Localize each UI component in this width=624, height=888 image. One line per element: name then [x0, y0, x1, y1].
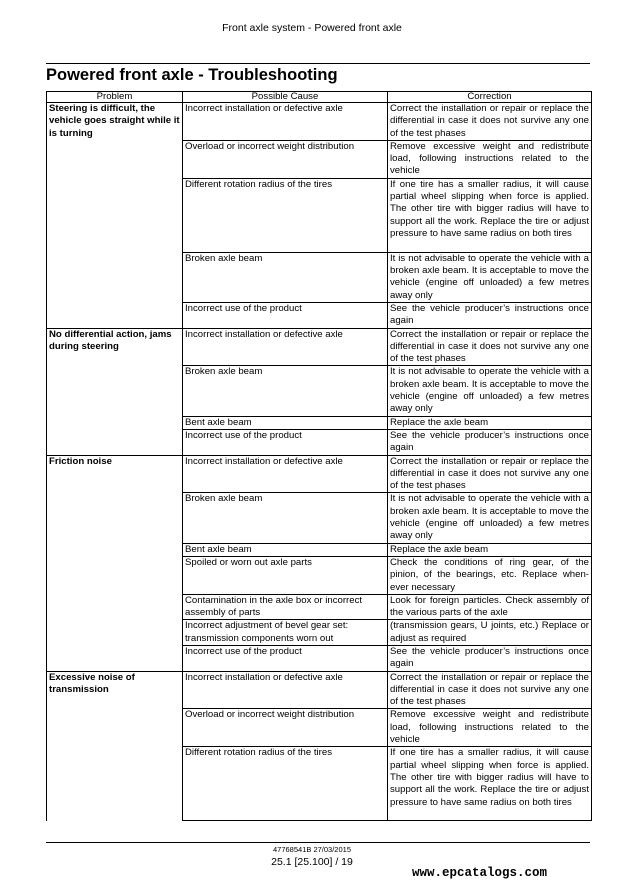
section-title: Powered front axle - Troubleshooting [46, 66, 338, 84]
cause-cell: Incorrect installation or defective axle [183, 328, 388, 366]
correction-cell: See the vehicle producer’s instructions once again [388, 429, 592, 455]
table-row [47, 556, 592, 594]
correction-cell: Look for foreign particles. Check assembly of the various parts of the axle [388, 594, 592, 620]
cause-cell: Overload or incorrect weight distribution [183, 709, 388, 747]
table-row [47, 645, 592, 671]
cause-cell: Bent axle beam [183, 416, 388, 429]
correction-cell: Remove excessive weight and redistribute load, following instructions related to the vehicle [388, 140, 592, 178]
problem-cell [47, 366, 183, 416]
correction-cell: Correct the installation or repair or replace the differential in case it does not survive any one of the test phases [388, 103, 592, 141]
table-row [47, 747, 592, 821]
cause-cell: Spoiled or worn out axle parts [183, 556, 388, 594]
table-row [47, 140, 592, 178]
troubleshooting-table [46, 91, 592, 821]
problem-cell [47, 429, 183, 455]
cause-cell: Incorrect use of the product [183, 645, 388, 671]
correction-cell: It is not advisable to operate the vehicle with a broken axle beam. It is acceptable to move the vehicle (engine off unloaded) a few metres away only [388, 366, 592, 416]
problem-cell [47, 709, 183, 747]
table-row [47, 620, 592, 646]
correction-cell: It is not advisable to operate the vehicle with a broken axle beam. It is acceptable to move the vehicle (engine off unloaded) a few metres away only [388, 252, 592, 302]
table-row [47, 103, 592, 141]
problem-cell: No differential action, jams during steering [47, 328, 183, 366]
cause-cell: Incorrect installation or defective axle [183, 455, 388, 493]
running-header: Front axle system - Powered front axle [222, 22, 402, 34]
footer-doc-ref: 47768541B 27/03/2015 [273, 845, 351, 854]
cause-cell: Broken axle beam [183, 252, 388, 302]
problem-cell [47, 416, 183, 429]
table-row [47, 416, 592, 429]
problem-cell [47, 252, 183, 302]
correction-cell: Correct the installation or repair or replace the differential in case it does not survive any one of the test phases [388, 455, 592, 493]
footer-page-number: 25.1 [25.100] / 19 [271, 856, 353, 868]
problem-cell: Steering is difficult, the vehicle goes straight while it is turning [47, 103, 183, 141]
problem-cell: Friction noise [47, 455, 183, 493]
footer-rule [46, 842, 590, 843]
table-row [47, 594, 592, 620]
cause-cell: Broken axle beam [183, 366, 388, 416]
correction-cell: See the vehicle producer’s instructions once again [388, 302, 592, 328]
problem-cell [47, 594, 183, 620]
problem-cell [47, 620, 183, 646]
cause-cell: Incorrect use of the product [183, 429, 388, 455]
problem-cell [47, 178, 183, 252]
correction-cell: Check the conditions of ring gear, of the pinion, of the bearings, etc. Replace when-ever necessary [388, 556, 592, 594]
correction-cell: It is not advisable to operate the vehicle with a broken axle beam. It is acceptable to move the vehicle (engine off unloaded) a few metres away only [388, 493, 592, 543]
table-row [47, 302, 592, 328]
cause-cell: Different rotation radius of the tires [183, 178, 388, 252]
correction-cell: See the vehicle producer’s instructions once again [388, 645, 592, 671]
table-row [47, 493, 592, 543]
header-rule [46, 63, 590, 64]
cause-cell: Incorrect use of the product [183, 302, 388, 328]
column-header-problem: Problem [47, 92, 183, 103]
cause-cell: Overload or incorrect weight distribution [183, 140, 388, 178]
correction-cell: Replace the axle beam [388, 543, 592, 556]
correction-cell: If one tire has a smaller radius, it will cause partial wheel slipping when force is applied. The other tire with bigger radius will have to support all the work. Replace the tire or adjust pressure to have same radius on both tires [388, 747, 592, 821]
cause-cell: Contamination in the axle box or incorrect assembly of parts [183, 594, 388, 620]
problem-cell [47, 543, 183, 556]
cause-cell: Incorrect adjustment of bevel gear set: transmission components worn out [183, 620, 388, 646]
table-row [47, 328, 592, 366]
column-header-cause: Possible Cause [183, 92, 388, 103]
correction-cell: Correct the installation or repair or replace the differential in case it does not survive any one of the test phases [388, 328, 592, 366]
cause-cell: Bent axle beam [183, 543, 388, 556]
correction-cell: Remove excessive weight and redistribute load, following instructions related to the vehicle [388, 709, 592, 747]
table-row [47, 709, 592, 747]
table-row [47, 178, 592, 252]
correction-cell: (transmission gears, U joints, etc.) Replace or adjust as required [388, 620, 592, 646]
watermark-text: www.epcatalogs.com [412, 866, 548, 880]
correction-cell: If one tire has a smaller radius, it will cause partial wheel slipping when force is applied. The other tire with bigger radius will have to support all the work. Replace the tire or adjust pressure to have same radius on both tires [388, 178, 592, 252]
problem-cell [47, 645, 183, 671]
table-row [47, 671, 592, 709]
problem-cell [47, 140, 183, 178]
correction-cell: Replace the axle beam [388, 416, 592, 429]
problem-cell [47, 302, 183, 328]
cause-cell: Incorrect installation or defective axle [183, 103, 388, 141]
column-header-correction: Correction [388, 92, 592, 103]
table-row [47, 455, 592, 493]
problem-cell [47, 747, 183, 821]
table-row [47, 252, 592, 302]
table-row [47, 429, 592, 455]
correction-cell: Correct the installation or repair or replace the differential in case it does not survive any one of the test phases [388, 671, 592, 709]
cause-cell: Incorrect installation or defective axle [183, 671, 388, 709]
problem-cell: Excessive noise of transmission [47, 671, 183, 709]
cause-cell: Different rotation radius of the tires [183, 747, 388, 821]
problem-cell [47, 556, 183, 594]
problem-cell [47, 493, 183, 543]
table-row [47, 366, 592, 416]
table-row [47, 543, 592, 556]
table-header-row [47, 92, 592, 103]
cause-cell: Broken axle beam [183, 493, 388, 543]
